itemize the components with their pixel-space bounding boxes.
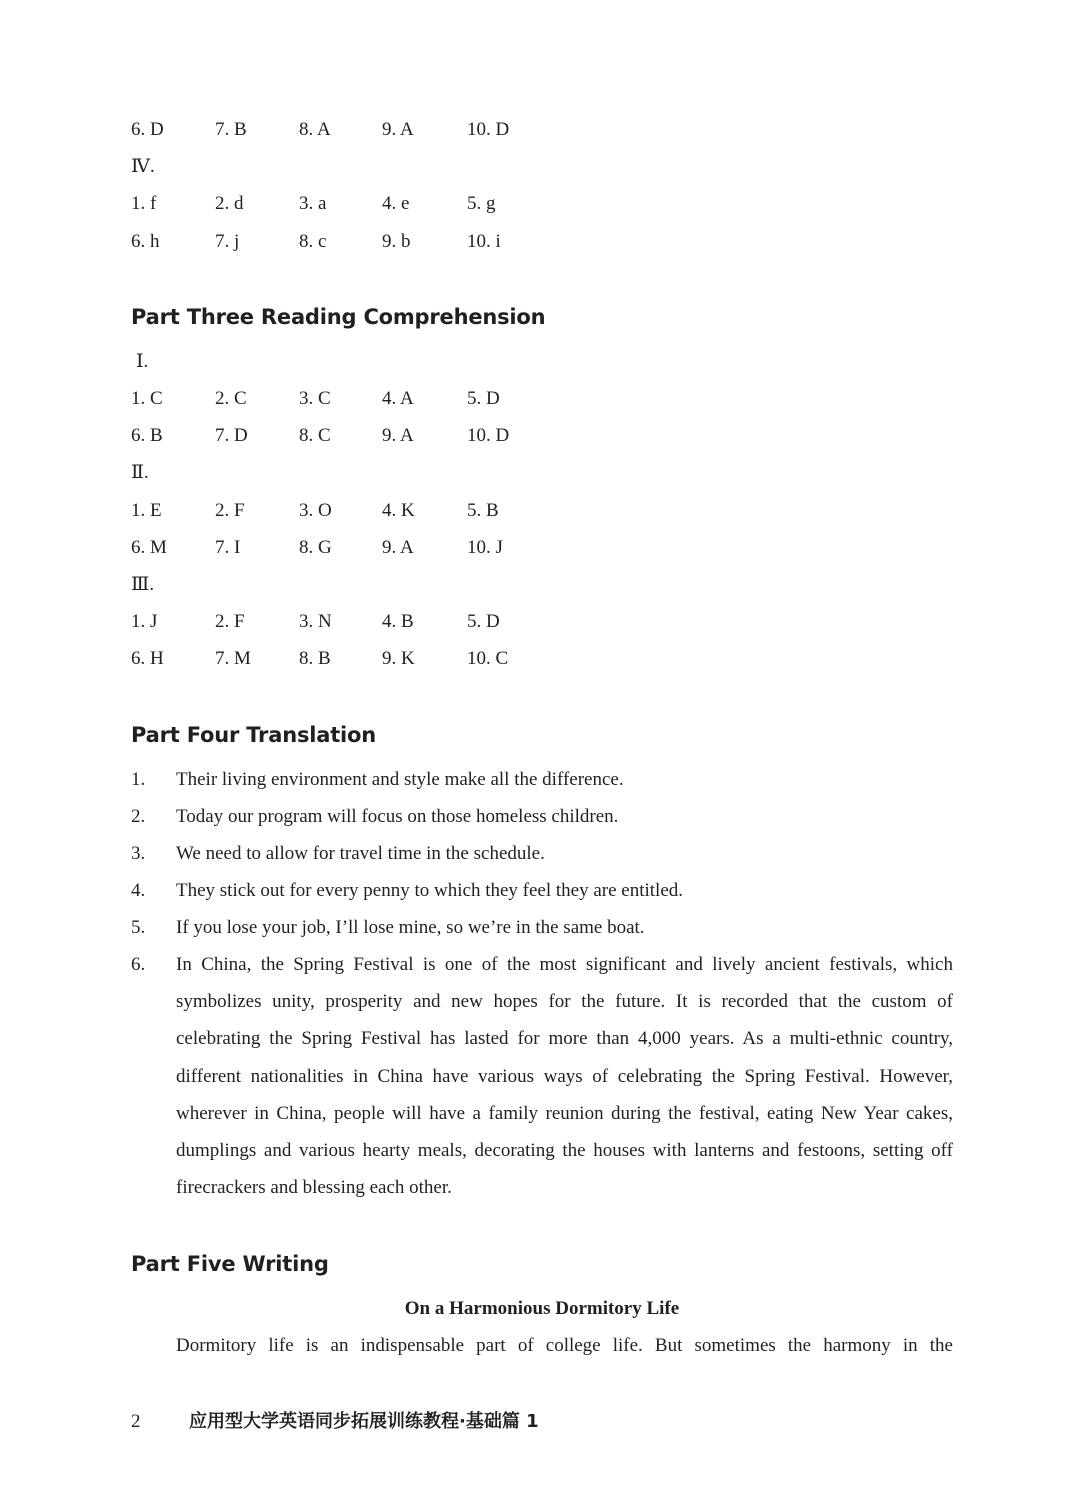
answer-item: 10. J (467, 537, 503, 558)
answer-item: 7. I (215, 537, 241, 558)
item-number: 4. (131, 880, 146, 901)
translation-item (131, 872, 953, 909)
item-text: Today our program will focus on those homeless children. (176, 806, 619, 827)
answer-item: 1. J (131, 611, 158, 632)
answer-item: 3. O (299, 500, 332, 521)
item-text: We need to allow for travel time in the schedule. (176, 843, 545, 864)
item-text: In China, the Spring Festival is one of the most significant and lively ancient festivals, which symbolizes unity, prosperity and new hopes for the future. It is recorded that the custom of celebrating the Spring Festival has lasted for more than 4,000 years. As a multi-ethnic country, different nationalities in China have various ways of celebrating the Spring Festival. However, wherever in China, people will have a family reunion during the festival, eating New Year cakes, dumplings and various hearty meals, decorating the houses with lanterns and festoons, setting off firecrackers and blessing each other. (176, 954, 953, 1199)
answer-item: 2. C (215, 388, 247, 409)
answer-item: 7. j (215, 231, 240, 252)
answer-item: 8. G (299, 537, 332, 558)
item-number: 2. (131, 806, 146, 827)
section-heading-part-five: Part Five Writing (131, 1252, 329, 1276)
answer-item: 10. D (467, 425, 510, 446)
answer-item: 4. A (382, 388, 414, 409)
answer-item: 8. c (299, 231, 327, 252)
answer-item: 5. g (467, 193, 496, 214)
answer-item: 10. i (467, 231, 501, 252)
answer-item: 5. B (467, 500, 499, 521)
essay-first-line: Dormitory life is an indispensable part of college life. But sometimes the harmony in the (176, 1335, 953, 1356)
translation-item (131, 946, 953, 1206)
answer-item: 7. B (215, 119, 247, 140)
answer-item: 1. E (131, 500, 162, 521)
answer-item: 4. K (382, 500, 415, 521)
essay-title: On a Harmonious Dormitory Life (404, 1298, 680, 1319)
answer-item: 9. A (382, 425, 414, 446)
section-label-i: Ⅰ. (136, 351, 149, 372)
answer-item: 1. f (131, 193, 157, 214)
answer-item: 9. A (382, 119, 414, 140)
item-text: Their living environment and style make all the difference. (176, 769, 624, 790)
answer-item: 10. D (467, 119, 510, 140)
translation-item (131, 835, 953, 872)
page-number: 2 (131, 1411, 141, 1432)
item-text: They stick out for every penny to which they feel they are entitled. (176, 880, 684, 901)
answer-item: 8. C (299, 425, 331, 446)
section-heading-part-four: Part Four Translation (131, 723, 377, 747)
answer-item: 6. B (131, 425, 163, 446)
answer-item: 3. C (299, 388, 331, 409)
answer-item: 6. M (131, 537, 167, 558)
item-text: If you lose your job, I’ll lose mine, so we’re in the same boat. (176, 917, 645, 938)
translation-item (131, 909, 953, 946)
translation-item (131, 761, 953, 798)
running-footer-title: 应用型大学英语同步拓展训练教程·基础篇 1 (189, 1411, 539, 1432)
item-number: 3. (131, 843, 146, 864)
answer-item: 6. h (131, 231, 160, 252)
answer-item: 7. M (215, 648, 251, 669)
item-number: 1. (131, 769, 146, 790)
answer-item: 10. C (467, 648, 509, 669)
answer-item: 4. B (382, 611, 414, 632)
answer-item: 9. A (382, 537, 414, 558)
section-label-iv: Ⅳ. (131, 156, 155, 177)
answer-item: 2. d (215, 193, 244, 214)
answer-item: 4. e (382, 193, 410, 214)
translation-item (131, 798, 953, 835)
item-number: 6. (131, 954, 146, 975)
answer-item: 5. D (467, 388, 500, 409)
section-label-ii: Ⅱ. (131, 462, 149, 483)
answer-item: 3. a (299, 193, 327, 214)
answer-item: 1. C (131, 388, 163, 409)
answer-item: 5. D (467, 611, 500, 632)
item-number: 5. (131, 917, 146, 938)
answer-item: 2. F (215, 611, 245, 632)
answer-item: 6. D (131, 119, 164, 140)
answer-item: 7. D (215, 425, 248, 446)
answer-item: 3. N (299, 611, 332, 632)
answer-item: 9. K (382, 648, 415, 669)
answer-item: 6. H (131, 648, 164, 669)
section-heading-part-three: Part Three Reading Comprehension (131, 305, 546, 329)
answer-item: 8. B (299, 648, 331, 669)
answer-item: 2. F (215, 500, 245, 521)
answer-item: 9. b (382, 231, 411, 252)
answer-item: 8. A (299, 119, 331, 140)
section-label-iii: Ⅲ. (131, 574, 155, 595)
